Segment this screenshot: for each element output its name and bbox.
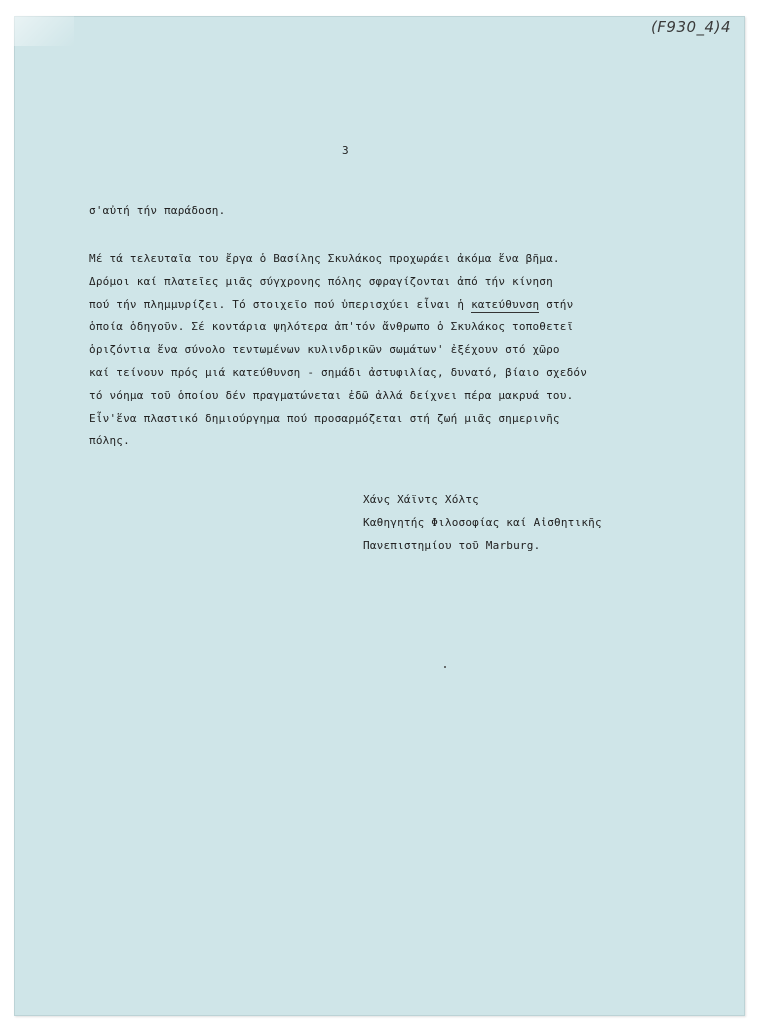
signature-institution: Πανεπιστημίου τοῦ Marburg.	[363, 539, 541, 552]
paragraph-line: Δρόμοι καί πλατεῖες μιᾶς σύγχρονης πόλης σφραγίζονται ἀπό τήν κίνηση	[89, 274, 553, 288]
paragraph-line: ὁποία ὁδηγοῦν. Σέ κοντάρια ψηλότερα ἀπ'τόν ἄνθρωπο ὁ Σκυλάκος τοποθετεῖ	[89, 320, 574, 334]
paragraph-line: ὁριζόντια ἕνα σύνολο τεντωμένων κυλινδρικῶν σωμάτων' ἐξέχουν στό χῶρο	[89, 343, 560, 357]
document-page	[14, 16, 745, 1016]
page-number: 3	[342, 144, 349, 157]
paragraph-line: Εἶν'ἕνα πλαστικό δημιούργημα πού προσαρμόζεται στή ζωή μιᾶς σημερινῆς	[89, 411, 560, 425]
ink-dot	[444, 666, 446, 668]
signature-block	[363, 488, 602, 557]
paragraph-line-start: πού τήν πλημμυρίζει. Τό στοιχεῖο πού ὑπερισχύει εἶναι ἡ	[89, 297, 465, 311]
paragraph-line-end: στήν	[546, 297, 574, 311]
body-paragraph	[89, 248, 649, 453]
signature-name: Χάνς Χάϊντς Χόλτς	[363, 493, 479, 506]
opening-line: σ'αὐτή τήν παράδοση.	[89, 204, 226, 217]
paragraph-line: καί τείνουν πρός μιά κατεύθυνση - σημάδι ἀστυφιλίας, δυνατό, βίαιο σχεδόν	[89, 365, 588, 379]
underlined-word: κατεύθυνση	[471, 297, 540, 311]
archive-reference: (F930_4)4	[650, 18, 731, 36]
paragraph-line: πόλης.	[89, 434, 130, 448]
paragraph-line	[89, 294, 649, 317]
paragraph-line: Μέ τά τελευταῖα του ἔργα ὁ Βασίλης Σκυλάκος προχωράει ἀκόμα ἕνα βῆμα.	[89, 252, 560, 265]
signature-title: Καθηγητής Φιλοσοφίας καί Αἰσθητικῆς	[363, 516, 602, 529]
paragraph-line: τό νόημα τοῦ ὁποίου δέν πραγματώνεται ἐδῶ ἀλλά δείχνει πέρα μακρυά του.	[89, 388, 574, 402]
